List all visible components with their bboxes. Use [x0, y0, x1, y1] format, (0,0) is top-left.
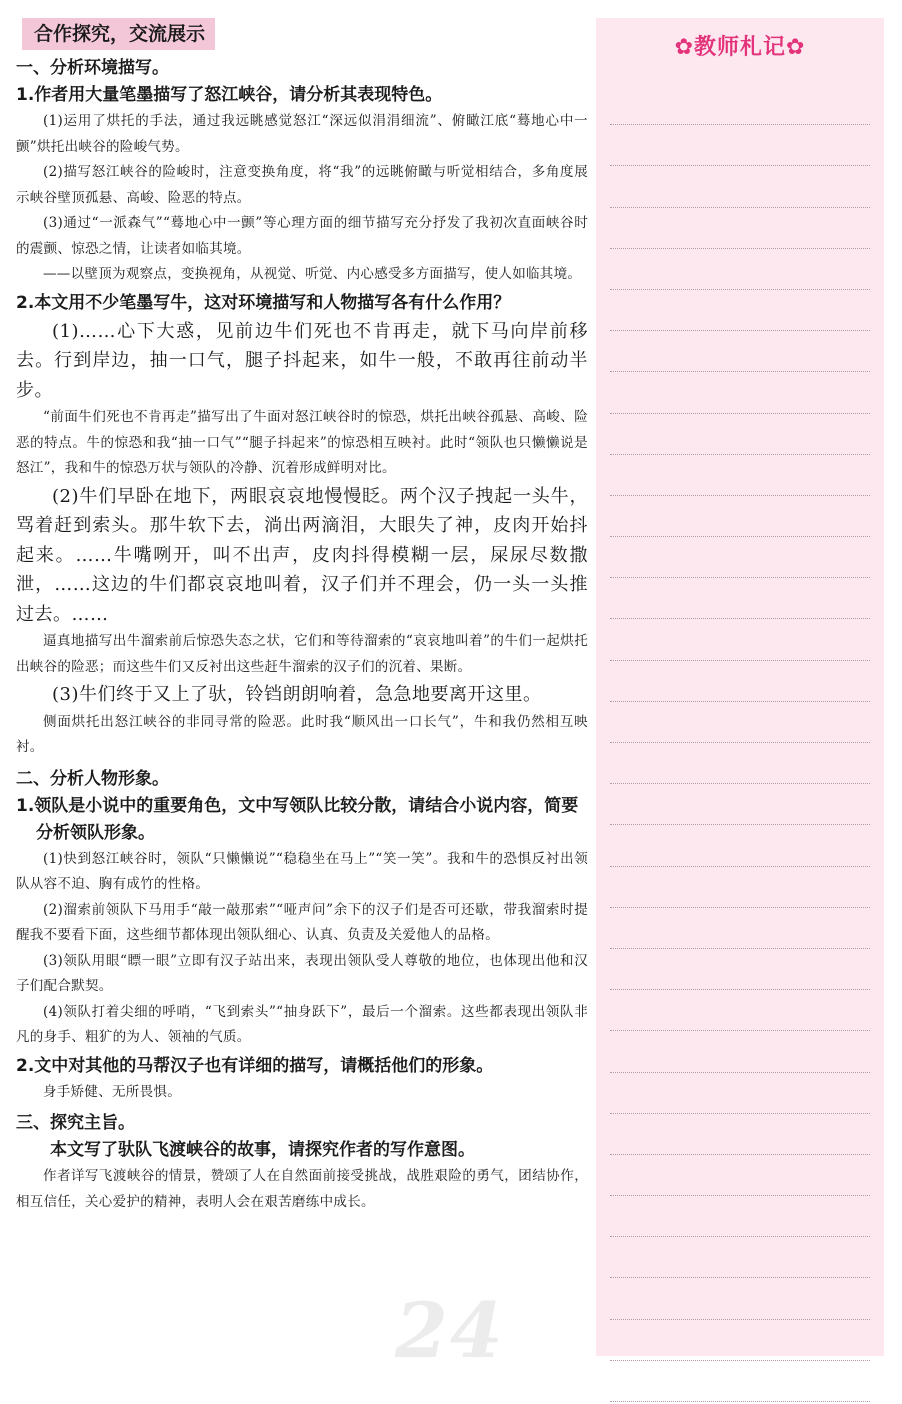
question: 1.作者用大量笔墨描写了怒江峡谷，请分析其表现特色。 [16, 85, 443, 105]
note-line [610, 1114, 870, 1155]
answer-paragraph: (3)通过“一派森气”“蓦地心中一颤”等心理方面的细节描写充分抒发了我初次直面峡谷时的震颤、惊恐之情，让读者如临其境。 [16, 215, 588, 257]
note-line [610, 166, 870, 207]
note-line [610, 908, 870, 949]
note-line [610, 496, 870, 537]
note-line [610, 290, 870, 331]
text-excerpt: (1)……心下大惑，见前边牛们死也不肯再走，就下马向岸前移去。行到岸边，抽一口气，腿子抖起来，如牛一般，不敢再往前动半步。 [16, 320, 588, 401]
note-line [610, 455, 870, 496]
question: 2.本文用不少笔墨写牛，这对环境描写和人物描写各有什么作用？ [16, 292, 511, 313]
question: 1.领队是小说中的重要角色，文中写领队比较分散，请结合小说内容，简要分析领队形象。 [16, 795, 579, 843]
answer-paragraph: (2)描写怒江峡谷的险峻时，注意变换角度，将“我”的远眺俯瞰与听觉相结合，多角度展示峡谷壁顶孤悬、高峻、险恶的特点。 [16, 164, 588, 206]
note-line [610, 331, 870, 372]
note-line [610, 578, 870, 619]
answer-summary: ——以壁顶为观察点，变换视角，从视觉、听觉、内心感受多方面描写，使人如临其境。 [43, 266, 582, 282]
answer-paragraph: 侧面烘托出怒江峡谷的非同寻常的险恶。此时我“顺风出一口长气”，牛和我仍然相互映衬。 [16, 713, 588, 755]
note-line [610, 208, 870, 249]
section-banner: 合作探究，交流展示 [22, 18, 215, 50]
note-line [610, 537, 870, 578]
note-line [610, 702, 870, 743]
teacher-notes-title: ✿教师札记✿ [674, 35, 806, 60]
answer-paragraph: “前面牛们死也不肯再走”描写出了牛面对怒江峡谷时的惊恐，烘托出峡谷孤悬、高峻、险恶的特点。牛的惊恐和我“抽一口气”“腿子抖起来”的惊恐相互映衬。此时“领队也只懒懒说是怒江”，我和牛的惊恐万状与领队的冷静、沉着形成鲜明对比。 [16, 409, 588, 476]
note-line [610, 1155, 870, 1196]
section-title: 三、探究主旨。 [16, 1113, 135, 1133]
answer-paragraph: (2)溜索前领队下马用手“敲一敲那索”“哑声问”余下的汉子们是否可还歇，带我溜索时提醒我不要看下面，这些细节都体现出领队细心、认真、负责及关爱他人的品格。 [16, 901, 588, 943]
note-line [610, 1237, 870, 1278]
answer-paragraph: (4)领队打着尖细的呼哨，“飞到索头”“抽身跃下”，最后一个溜索。这些都表现出领队非凡的身手、粗犷的为人、领袖的气质。 [16, 1003, 588, 1045]
answer-paragraph: (1)快到怒江峡谷时，领队“只懒懒说”“稳稳坐在马上”“笑一笑”。我和牛的恐惧反衬出领队从容不迫、胸有成竹的性格。 [16, 850, 588, 892]
note-line [610, 825, 870, 866]
note-line [610, 1196, 870, 1237]
note-line [610, 125, 870, 166]
note-line [610, 84, 870, 125]
note-line [610, 1361, 870, 1402]
note-line [610, 867, 870, 908]
note-lines [610, 84, 870, 1402]
answer-paragraph: (3)领队用眼“瞟一眼”立即有汉子站出来，表现出领队受人尊敬的地位，也体现出他和汉子们配合默契。 [16, 952, 588, 994]
note-line [610, 1031, 870, 1072]
worksheet-content [16, 18, 588, 1215]
question: 2.文中对其他的马帮汉子也有详细的描写，请概括他们的形象。 [16, 1055, 494, 1076]
note-line [610, 990, 870, 1031]
note-line [610, 1073, 870, 1114]
text-excerpt: (3)牛们终于又上了驮，铃铛朗朗响着，急急地要离开这里。 [52, 684, 542, 705]
answer-paragraph: 逼真地描写出牛溜索前后惊恐失态之状，它们和等待溜索的“哀哀地叫着”的牛们一起烘托出峡谷的险恶；而这些牛们又反衬出这些赶牛溜索的汉子们的沉着、果断。 [16, 633, 588, 675]
teacher-notes-panel [596, 18, 884, 1356]
answer-paragraph: 作者详写飞渡峡谷的情景，赞颂了人在自然面前接受挑战，战胜艰险的勇气，团结协作，相互信任，关心爱护的精神，表明人会在艰苦磨练中成长。 [16, 1168, 588, 1210]
note-line [610, 743, 870, 784]
note-line [610, 619, 870, 660]
page-number: 24 [395, 1286, 505, 1375]
answer-paragraph: (1)运用了烘托的手法，通过我远眺感觉怒江“深远似涓涓细流”、俯瞰江底“蓦地心中一颤”烘托出峡谷的险峻气势。 [16, 113, 588, 155]
note-line [610, 414, 870, 455]
note-line [610, 372, 870, 413]
answer-paragraph: 身手矫健、无所畏惧。 [43, 1083, 181, 1100]
section-title: 一、分析环境描写。 [16, 58, 169, 78]
note-line [610, 949, 870, 990]
note-line [610, 784, 870, 825]
question: 本文写了驮队飞渡峡谷的故事，请探究作者的写作意图。 [50, 1140, 475, 1160]
note-line [610, 661, 870, 702]
note-line [610, 249, 870, 290]
note-line [610, 1320, 870, 1361]
section-title: 二、分析人物形象。 [16, 768, 169, 789]
text-excerpt: (2)牛们早卧在地下，两眼哀哀地慢慢眨。两个汉子拽起一头牛，骂着赶到索头。那牛软下去，淌出两滴泪，大眼失了神，皮肉开始抖起来。……牛嘴咧开，叫不出声，皮肉抖得模糊一层，屎尿尽数撒泄，……这边的牛们都哀哀地叫着，汉子们并不理会，仍一头一头推过去。…… [16, 485, 588, 625]
note-line [610, 1278, 870, 1319]
